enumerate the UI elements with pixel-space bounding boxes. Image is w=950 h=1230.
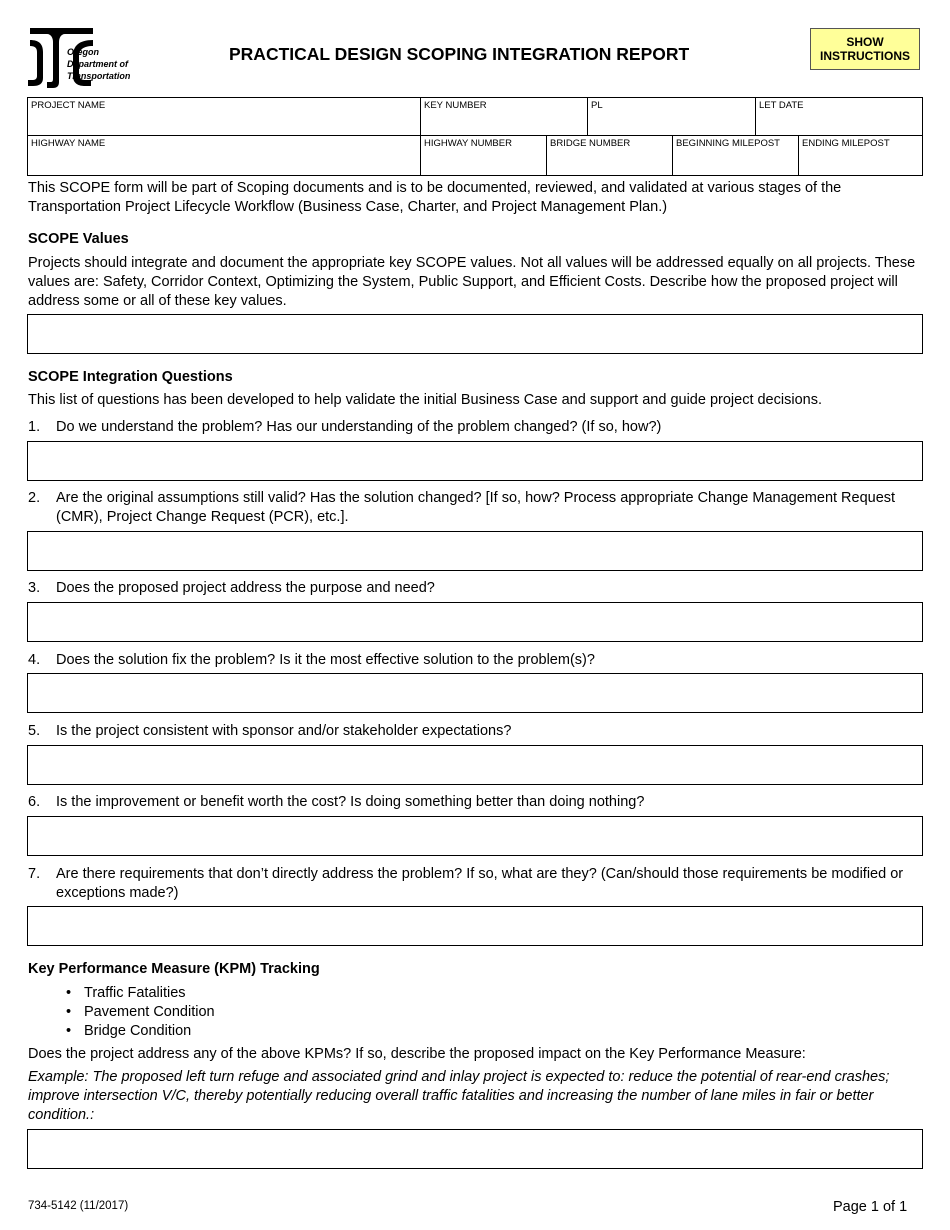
question-5-input[interactable] — [27, 745, 923, 785]
let-date-field[interactable] — [756, 98, 922, 135]
kpm-heading: Key Performance Measure (KPM) Tracking — [28, 961, 320, 977]
kpm-input[interactable] — [27, 1129, 923, 1169]
bridge-number-label: BRIDGE NUMBER — [550, 138, 631, 149]
question-3-text: Does the proposed project address the purpose and need? — [56, 580, 435, 596]
question-4 — [28, 651, 918, 670]
question-6-number: 6. — [28, 794, 41, 810]
ending-milepost-label: ENDING MILEPOST — [802, 138, 890, 149]
highway-name-label: HIGHWAY NAME — [31, 138, 106, 149]
kpm-list-item: • Bridge Condition — [66, 1022, 215, 1041]
question-5-number: 5. — [28, 723, 41, 739]
kpm-example: Example: The proposed left turn refuge and associated grind and inlay project is expected to: reduce the potential of rear-end crashes; improve intersection V/C, thereby potentially reducing overall traffic fatalities and increasing the number of lane miles in fair or better condition.: — [28, 1069, 890, 1123]
show-instructions-line-2: INSTRUCTIONS — [820, 49, 910, 63]
logo-line-2: Department of — [67, 59, 129, 69]
key-number-field[interactable] — [421, 98, 588, 135]
question-7 — [28, 865, 918, 903]
question-3-input[interactable] — [27, 602, 923, 642]
show-instructions-line-1: SHOW — [846, 35, 884, 49]
question-1-input[interactable] — [27, 441, 923, 481]
kpm-list-item: • Pavement Condition — [66, 1003, 215, 1022]
page-number: Page 1 of 1 — [833, 1199, 908, 1215]
project-name-field[interactable] — [28, 98, 421, 135]
logo-line-3: Transportation — [67, 71, 131, 81]
scope-values-input[interactable] — [27, 314, 923, 354]
question-7-text: Are there requirements that don’t directly address the problem? If so, what are they? (Can/should those requirements be modified or exceptions made?) — [56, 866, 904, 901]
key-number-label: KEY NUMBER — [424, 100, 487, 111]
project-info-row-1 — [27, 97, 923, 136]
highway-number-label: HIGHWAY NUMBER — [424, 138, 512, 149]
question-7-input[interactable] — [27, 906, 923, 946]
beginning-milepost-field[interactable] — [673, 136, 799, 175]
question-6 — [28, 793, 918, 812]
beginning-milepost-label: BEGINNING MILEPOST — [676, 138, 780, 149]
question-1 — [28, 418, 918, 437]
question-3-number: 3. — [28, 580, 41, 596]
question-5-text: Is the project consistent with sponsor and/or stakeholder expectations? — [56, 723, 512, 739]
question-2 — [28, 489, 918, 527]
form-number: 734-5142 (11/2017) — [28, 1200, 129, 1212]
integration-intro: This list of questions has been developed to help validate the initial Business Case and support and guide project decisions. — [28, 392, 822, 408]
highway-number-field[interactable] — [421, 136, 547, 175]
pl-label: PL — [591, 100, 603, 111]
question-2-number: 2. — [28, 490, 41, 506]
question-5 — [28, 722, 918, 741]
show-instructions-button[interactable] — [810, 28, 920, 70]
kpm-question: Does the project address any of the above KPMs? If so, describe the proposed impact on the Key Performance Measure: — [28, 1046, 806, 1062]
question-4-number: 4. — [28, 652, 41, 668]
question-2-text: Are the original assumptions still valid? Has the solution changed? [If so, how? Process appropriate Change Management Request (CMR), Project Change Request (PCR), etc.]. — [56, 490, 896, 525]
scope-values-text: Projects should integrate and document the appropriate key SCOPE values. Not all values will be addressed equally on all projects. These values are: Safety, Corridor Context, Optimizing the System, Public Support, and Efficient Costs. Describe how the proposed project will address some or all of these key values. — [28, 255, 916, 309]
scope-values-heading: SCOPE Values — [28, 231, 129, 247]
intro-text: This SCOPE form will be part of Scoping documents and is to be documented, reviewed, and validated at various stages of the Transportation Project Lifecycle Workflow (Business Case, Charter, and Project Management Plan.) — [28, 180, 842, 215]
odot-logo — [27, 26, 137, 88]
kpm-list — [66, 984, 215, 1041]
pl-field[interactable] — [588, 98, 756, 135]
question-1-number: 1. — [28, 419, 41, 435]
question-1-text: Do we understand the problem? Has our understanding of the problem changed? (If so, how?) — [56, 419, 662, 435]
page-title: PRACTICAL DESIGN SCOPING INTEGRATION REPORT — [229, 44, 690, 64]
logo-line-1: Oregon — [67, 47, 100, 57]
project-info-row-2 — [27, 136, 923, 176]
highway-name-field[interactable] — [28, 136, 421, 175]
project-info-table — [27, 97, 923, 176]
ending-milepost-field[interactable] — [799, 136, 922, 175]
question-6-text: Is the improvement or benefit worth the cost? Is doing something better than doing nothing? — [56, 794, 645, 810]
question-4-input[interactable] — [27, 673, 923, 713]
question-2-input[interactable] — [27, 531, 923, 571]
question-7-number: 7. — [28, 866, 41, 882]
question-4-text: Does the solution fix the problem? Is it the most effective solution to the problem(s)? — [56, 652, 595, 668]
question-6-input[interactable] — [27, 816, 923, 856]
let-date-label: LET DATE — [759, 100, 804, 111]
project-name-label: PROJECT NAME — [31, 100, 106, 111]
question-3 — [28, 579, 918, 598]
kpm-list-item: • Traffic Fatalities — [66, 984, 215, 1003]
bridge-number-field[interactable] — [547, 136, 673, 175]
integration-heading: SCOPE Integration Questions — [28, 369, 233, 385]
